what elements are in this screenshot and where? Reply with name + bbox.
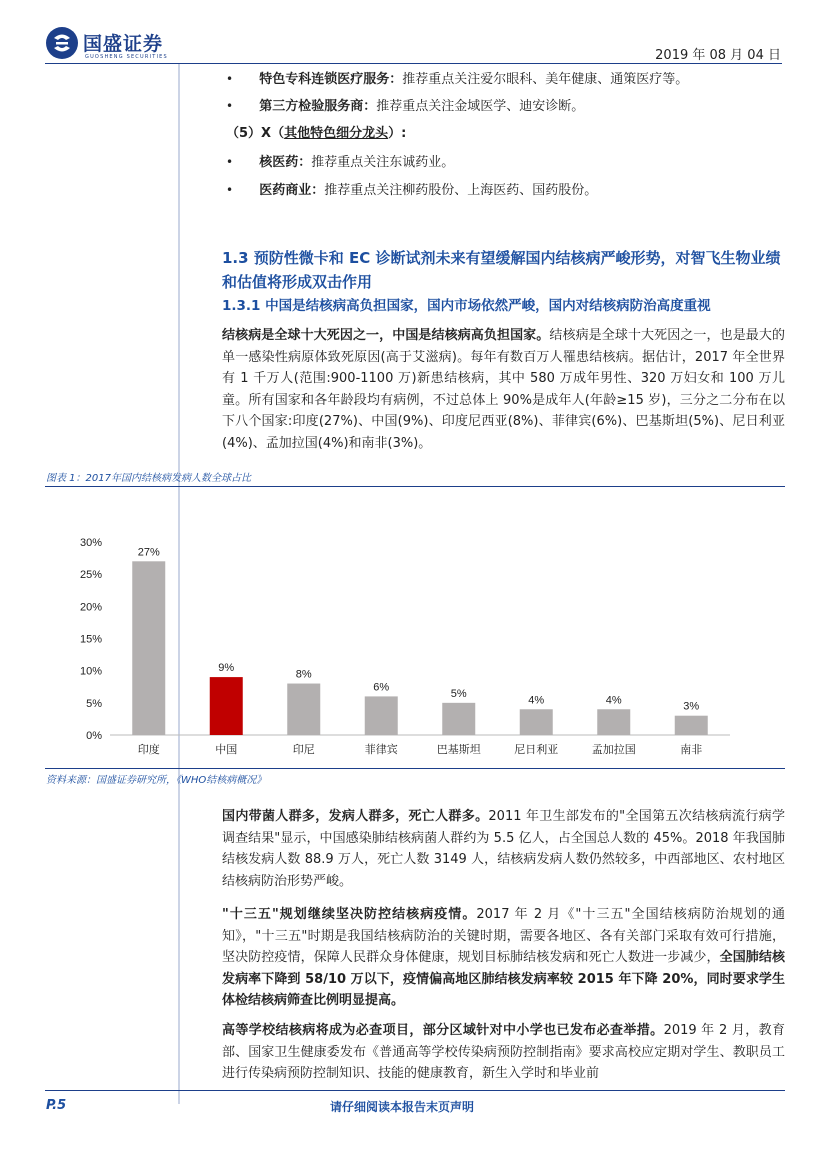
- y-tick-label: 25%: [79, 569, 102, 582]
- figure-title: 图表 1：2017年国内结核病发病人数全球占比: [46, 473, 251, 484]
- y-tick-label: 30%: [79, 537, 102, 549]
- y-tick-label: 20%: [79, 601, 102, 614]
- data-label: 27%: [137, 546, 160, 559]
- y-tick-label: 0%: [86, 730, 102, 742]
- paragraph-emphasis: 全国肺结核发病率下降到 58/10 万以下，疫情偏高地区肺结核发病率较 2015 年下降 20%，同时要求学生体检结核病筛查比例明显提高。: [222, 950, 785, 1008]
- subsection-suffix: ）:: [388, 126, 407, 141]
- x-tick-label: 印尼: [292, 743, 315, 756]
- figure-divider: [45, 486, 785, 487]
- logo-text-en: GUOSHENG SECURITIES: [85, 54, 168, 60]
- paragraph-text: 2019 年 2 月，教育部、国家卫生健康委发布《普通高等学校传染病预防控制指南》要求高校应定期对学生、教职员工进行传染病预防控制知识、技能的健康教育，新生入学时和毕业前: [222, 1023, 785, 1081]
- bullet-text: 推荐重点关注柳药股份、上海医药、国药股份。: [324, 183, 598, 198]
- paragraph-text: 2017 年 2 月《"十三五"全国结核病防治规划的通知》，"十三五"时期是我国结核病防治的关键时期，需要各地区、各有关部门采取有效可行措施，坚决防控疫情，保障人民群众身体健康，规划目标肺结核发病和死亡人数进一步减少，: [222, 907, 785, 965]
- bar: [287, 684, 320, 735]
- paragraph-text: 结核病是全球十大死因之一，也是最大的单一感染性病原体致死原因(高于艾滋病)。每年有数百万人罹患结核病。据估计，2017 年全世界有 1 千万人(范围:900-1100 万)新患结核病，其中 580 万成年男性、320 万妇女和 100 万儿童。所有国家和各年龄段均有病例，不过总体上 90%是成年人(年龄≥15 岁)，三分之二分布在以下八个国家:印度(27%)、中国(9%)、印度尼西亚(8%)、菲律宾(6%)、巴基斯坦(5%)、尼日利亚(4%)、孟加拉国(4%)和南非(3%)。: [222, 328, 785, 451]
- paragraph: [222, 325, 785, 454]
- page-number: P.5: [46, 1098, 67, 1113]
- paragraph: [222, 1020, 785, 1085]
- paragraph: [222, 904, 785, 1012]
- y-tick-label: 15%: [79, 633, 102, 646]
- bullet-icon: •: [226, 99, 234, 113]
- paragraph-text: 2011 年卫生部发布的"全国第五次结核病流行病学调查结果"显示，中国感染肺结核病菌人群约为 5.5 亿人，占全国总人数的 45%。2018 年我国肺结核发病人数 88.9 万人，死亡人数 3149 人，结核病发病人数仍然较多，中西部地区、农村地区结核病防治形势严峻。: [222, 809, 785, 889]
- bullet-label: 医药商业：: [259, 183, 325, 198]
- x-tick-label: 南非: [680, 743, 703, 756]
- bar: [520, 709, 553, 735]
- bullet-icon: •: [226, 72, 234, 86]
- data-label: 5%: [450, 687, 467, 700]
- y-tick-label: 10%: [79, 665, 102, 678]
- data-label: 4%: [528, 694, 545, 707]
- x-tick-label: 巴基斯坦: [436, 743, 481, 756]
- bullet-label: 第三方检验服务商：: [259, 99, 377, 114]
- y-tick-label: 5%: [86, 697, 102, 710]
- data-label: 6%: [373, 681, 390, 694]
- company-logo: [45, 26, 185, 62]
- data-label: 3%: [683, 700, 700, 713]
- source-divider: [45, 768, 785, 769]
- paragraph-lead: 高等学校结核病将成为必查项目，部分区域针对中小学也已发布必查举措。: [222, 1023, 664, 1038]
- logo-text-cn: 国盛证券: [83, 33, 164, 55]
- bullet-text: 推荐重点关注东诚药业。: [311, 155, 455, 170]
- bullet-icon: •: [226, 183, 234, 197]
- subsection-label: 其他特色细分龙头: [284, 126, 389, 141]
- footer-divider: [45, 1090, 785, 1091]
- footer-disclaimer: 请仔细阅读本报告末页声明: [330, 1100, 475, 1114]
- bullet-label: 核医药：: [259, 155, 312, 170]
- x-tick-label: 菲律宾: [364, 743, 398, 756]
- paragraph-lead: 结核病是全球十大死因之一，中国是结核病高负担国家。: [222, 328, 550, 343]
- x-tick-label: 孟加拉国: [591, 743, 636, 756]
- bullet-item: [226, 96, 584, 117]
- report-date: 2019 年 08 月 04 日: [655, 48, 781, 63]
- x-tick-label: 尼日利亚: [514, 743, 559, 756]
- bullet-item: [226, 152, 454, 173]
- paragraph-lead: 国内带菌人群多，发病人群多，死亡人群多。: [222, 809, 489, 824]
- section-heading-1-3-1: 1.3.1 中国是结核病高负担国家，国内市场依然严峻，国内对结核病防治高度重视: [222, 298, 711, 314]
- data-label: 4%: [605, 694, 622, 707]
- bar: [597, 709, 630, 735]
- paragraph-lead: "十三五"规划继续坚决防控结核病疫情。: [222, 907, 477, 922]
- section-heading-1-3: 1.3 预防性微卡和 EC 诊断试剂未来有望缓解国内结核病严峻形势，对智飞生物业绩和估值将形成双击作用: [222, 249, 781, 291]
- logo-icon: [45, 26, 79, 60]
- data-label: 9%: [218, 662, 235, 675]
- bullet-item: [226, 180, 597, 201]
- bar: [132, 561, 165, 735]
- bar: [675, 716, 708, 735]
- bullet-item: [226, 69, 688, 90]
- bullet-icon: •: [226, 155, 234, 169]
- bar: [442, 703, 475, 735]
- bullet-text: 推荐重点关注爱尔眼科、美年健康、通策医疗等。: [402, 72, 689, 87]
- paragraph: [222, 806, 785, 892]
- bullet-text: 推荐重点关注金域医学、迪安诊断。: [376, 99, 585, 114]
- subsection-heading: [226, 124, 406, 144]
- bar: [365, 696, 398, 735]
- x-tick-label: 印度: [137, 743, 160, 756]
- bar: [210, 677, 243, 735]
- data-label: 8%: [295, 668, 312, 681]
- x-tick-label: 中国: [215, 743, 238, 756]
- figure-source: 资料来源：国盛证券研究所，《WHO结核病概况》: [46, 775, 267, 786]
- subsection-prefix: （5）X（: [226, 126, 285, 141]
- header-divider: [45, 63, 782, 64]
- bar-chart: [60, 525, 740, 765]
- bullet-label: 特色专科连锁医疗服务：: [259, 72, 403, 87]
